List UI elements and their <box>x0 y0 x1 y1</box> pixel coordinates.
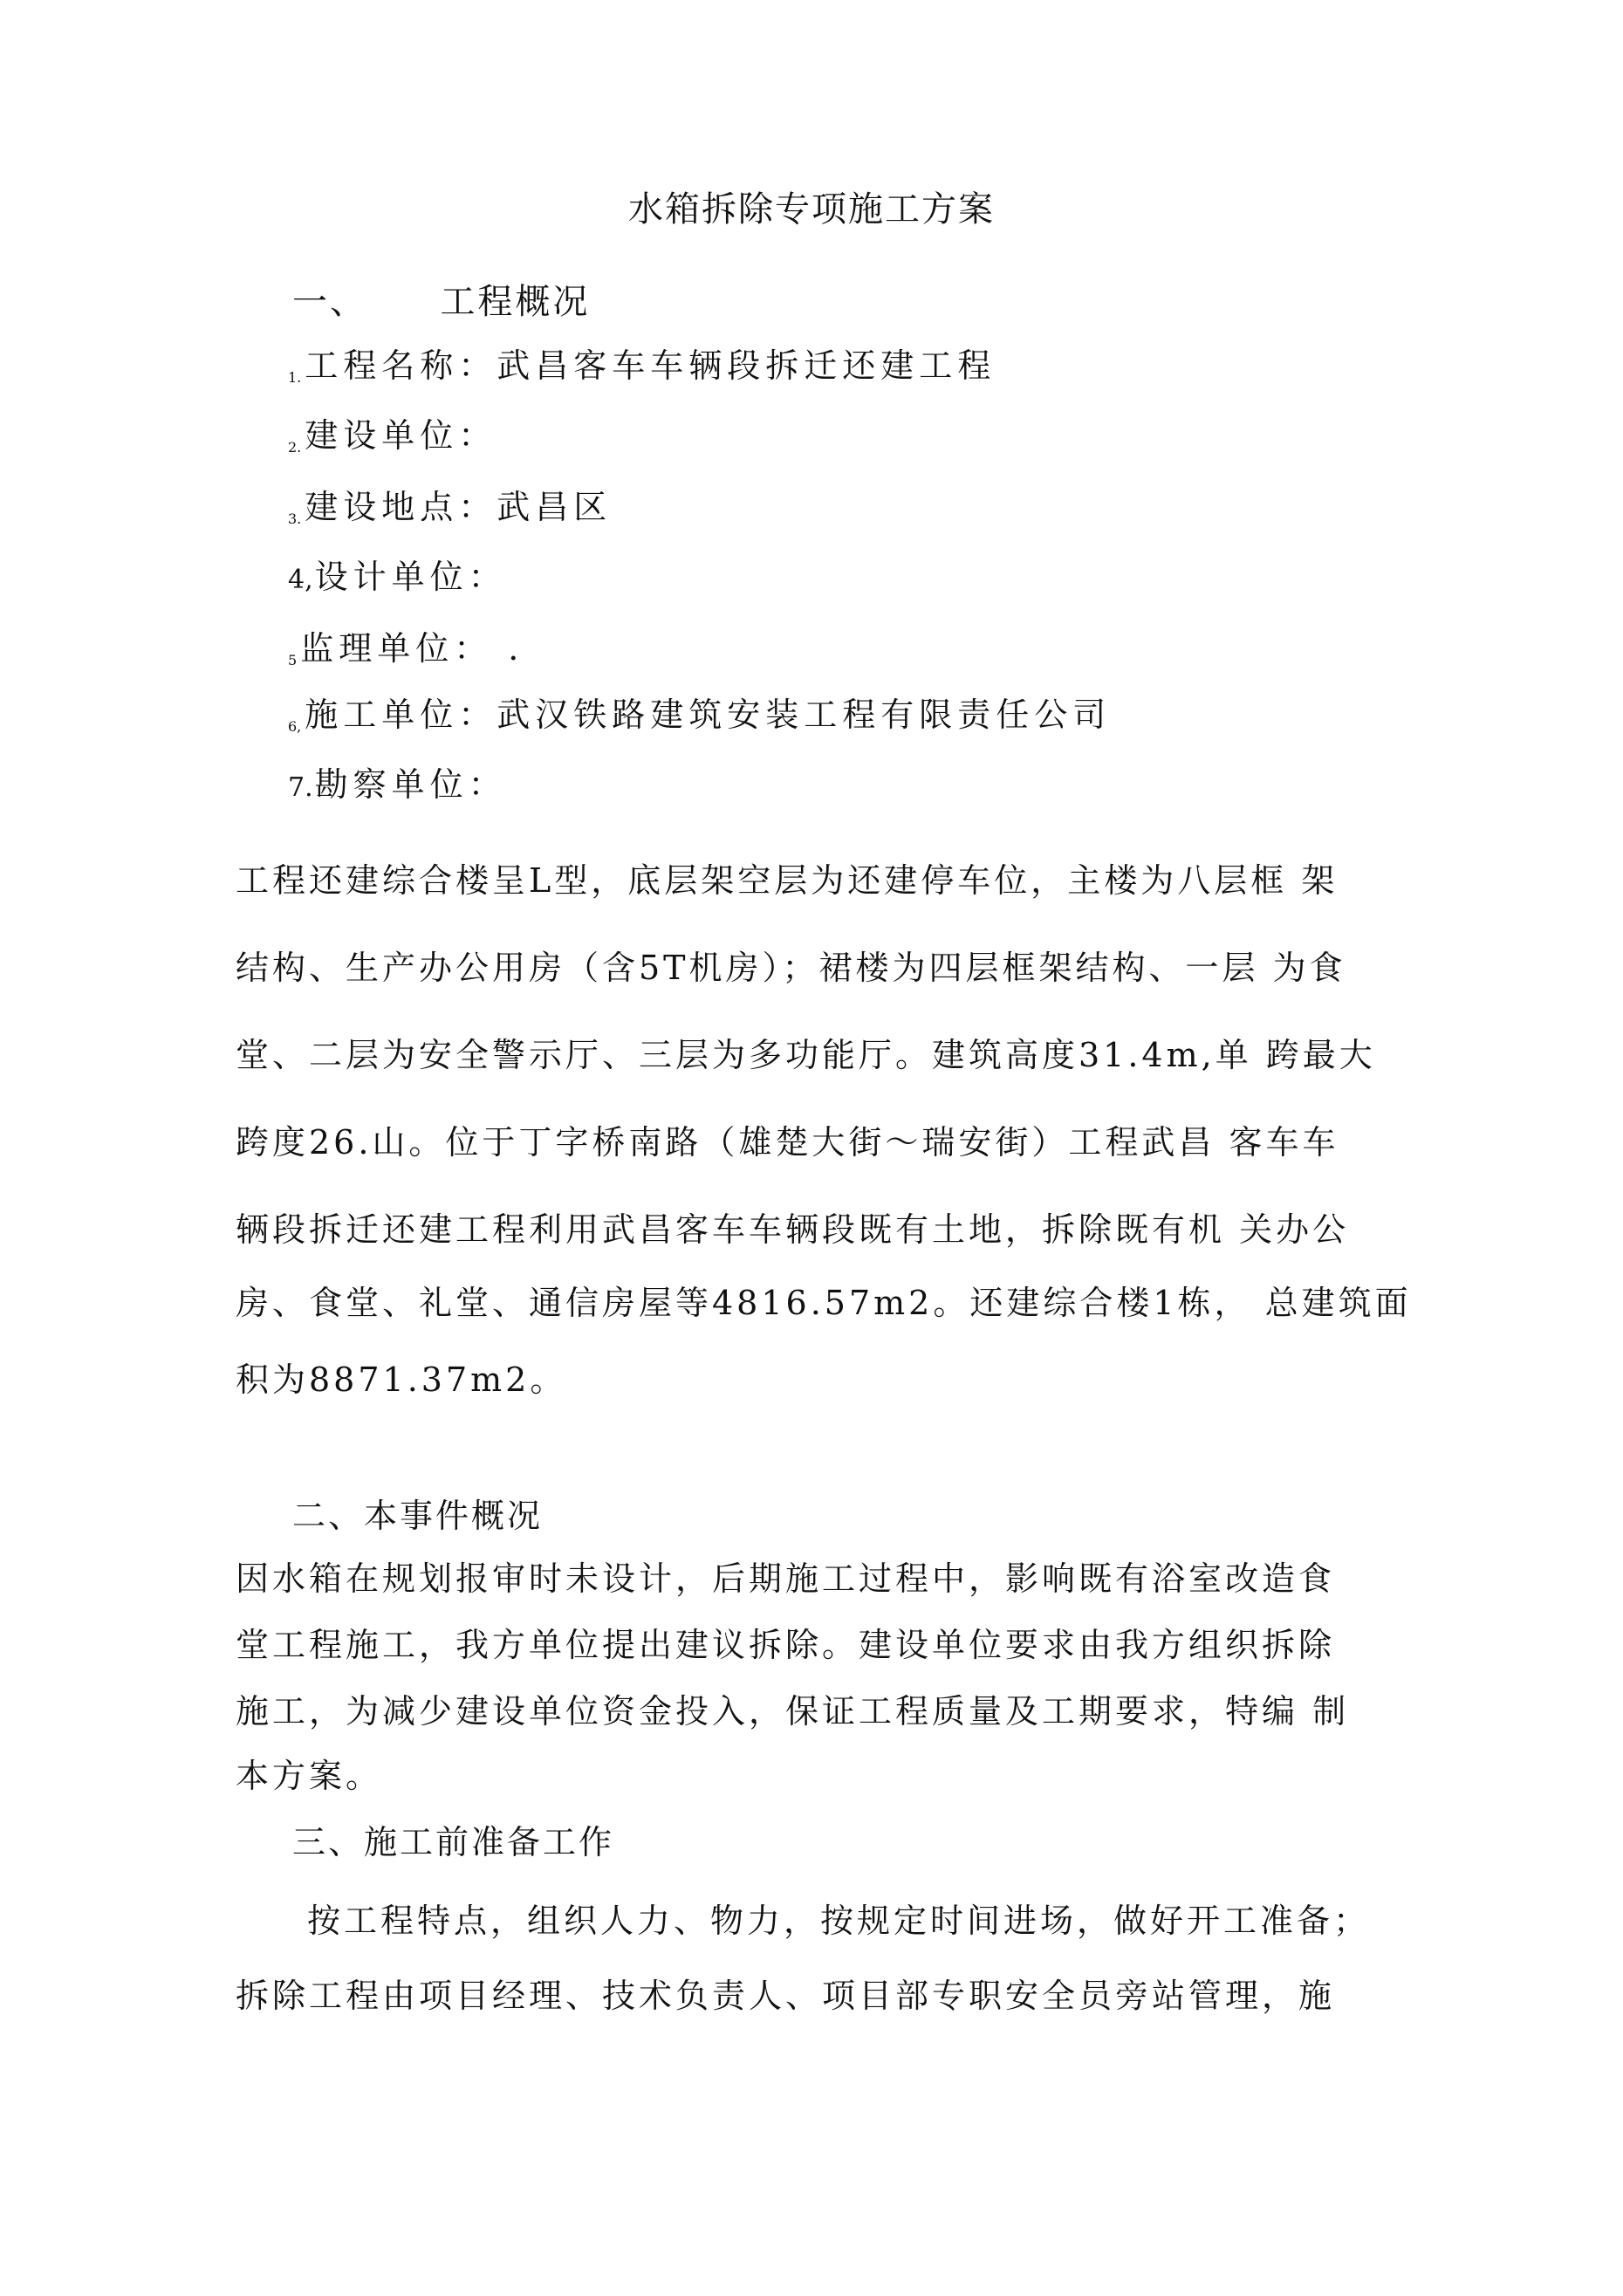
item-number: 7. <box>288 772 313 803</box>
list-item <box>288 416 497 456</box>
paragraph-line: 堂工程施工，我方单位提出建议拆除。建设单位要求由我方组织拆除 <box>236 1626 1336 1664</box>
paragraph-line: 施工，为减少建设单位资金投入，保证工程质量及工期要求，特编 制 <box>236 1692 1350 1731</box>
item-text: 建设单位： <box>305 416 497 455</box>
item-text: 工程名称：武昌客车车辆段拆迁还建工程 <box>305 346 996 385</box>
item-number: 5 <box>288 652 298 668</box>
paragraph-line: 房、食堂、礼堂、通信房屋等4816.57m2。还建综合楼1栋， 总建筑面 <box>236 1284 1412 1322</box>
item-number: 6, <box>288 718 302 735</box>
item-text: 监理单位： . <box>300 629 524 668</box>
section2-heading: 二、本事件概况 <box>292 1497 544 1535</box>
paragraph-line: 积为8871.37m2。 <box>236 1360 567 1399</box>
paragraph-line: 因水箱在规划报审时未设计，后期施工过程中，影响既有浴室改造食 <box>236 1559 1336 1598</box>
paragraph-line: 工程还建综合楼呈L型，底层架空层为还建停车位，主楼为八层框 架 <box>236 861 1339 900</box>
list-item <box>288 558 507 596</box>
list-item <box>288 629 524 668</box>
section1-heading <box>292 282 591 322</box>
paragraph-line: 辆段拆迁还建工程利用武昌客车车辆段既有土地，拆除既有机 关办公 <box>236 1210 1350 1249</box>
paragraph-line: 堂、二层为安全警示厅、三层为多功能厅。建筑高度31.4m,单 跨最大 <box>236 1036 1376 1074</box>
section3-heading: 三、施工前准备工作 <box>292 1823 615 1861</box>
list-item <box>288 765 507 804</box>
item-text: 施工单位：武汉铁路建筑安装工程有限责任公司 <box>305 696 1112 734</box>
item-text: 建设地点：武昌区 <box>305 488 613 526</box>
item-number: 4, <box>288 565 313 595</box>
item-number: 3. <box>288 511 302 527</box>
paragraph-line: 按工程特点，组织人力、物力，按规定时间进场，做好开工准备； <box>307 1902 1371 1940</box>
section1-heading-text: 工程概况 <box>440 282 591 322</box>
item-text: 勘察单位： <box>314 765 507 804</box>
list-item <box>288 346 996 386</box>
section1-heading-number: 一、 <box>292 282 367 322</box>
item-number: 1. <box>288 369 302 386</box>
list-item <box>288 490 612 526</box>
document-title: 水箱拆除专项施工方案 <box>628 189 995 230</box>
paragraph-line: 拆除工程由项目经理、技术负责人、项目部专职安全员旁站管理，施 <box>236 1977 1336 2015</box>
paragraph-line: 结构、生产办公用房（含5T机房）；裙楼为四层框架结构、一层 为食 <box>236 949 1346 987</box>
paragraph-line: 跨度26.山。位于丁字桥南路（雄楚大街〜瑞安街）工程武昌 客车车 <box>236 1123 1339 1162</box>
item-text: 设计单位： <box>314 558 507 596</box>
list-item <box>288 698 1111 734</box>
item-number: 2. <box>288 439 302 456</box>
paragraph-line: 本方案。 <box>236 1757 383 1795</box>
